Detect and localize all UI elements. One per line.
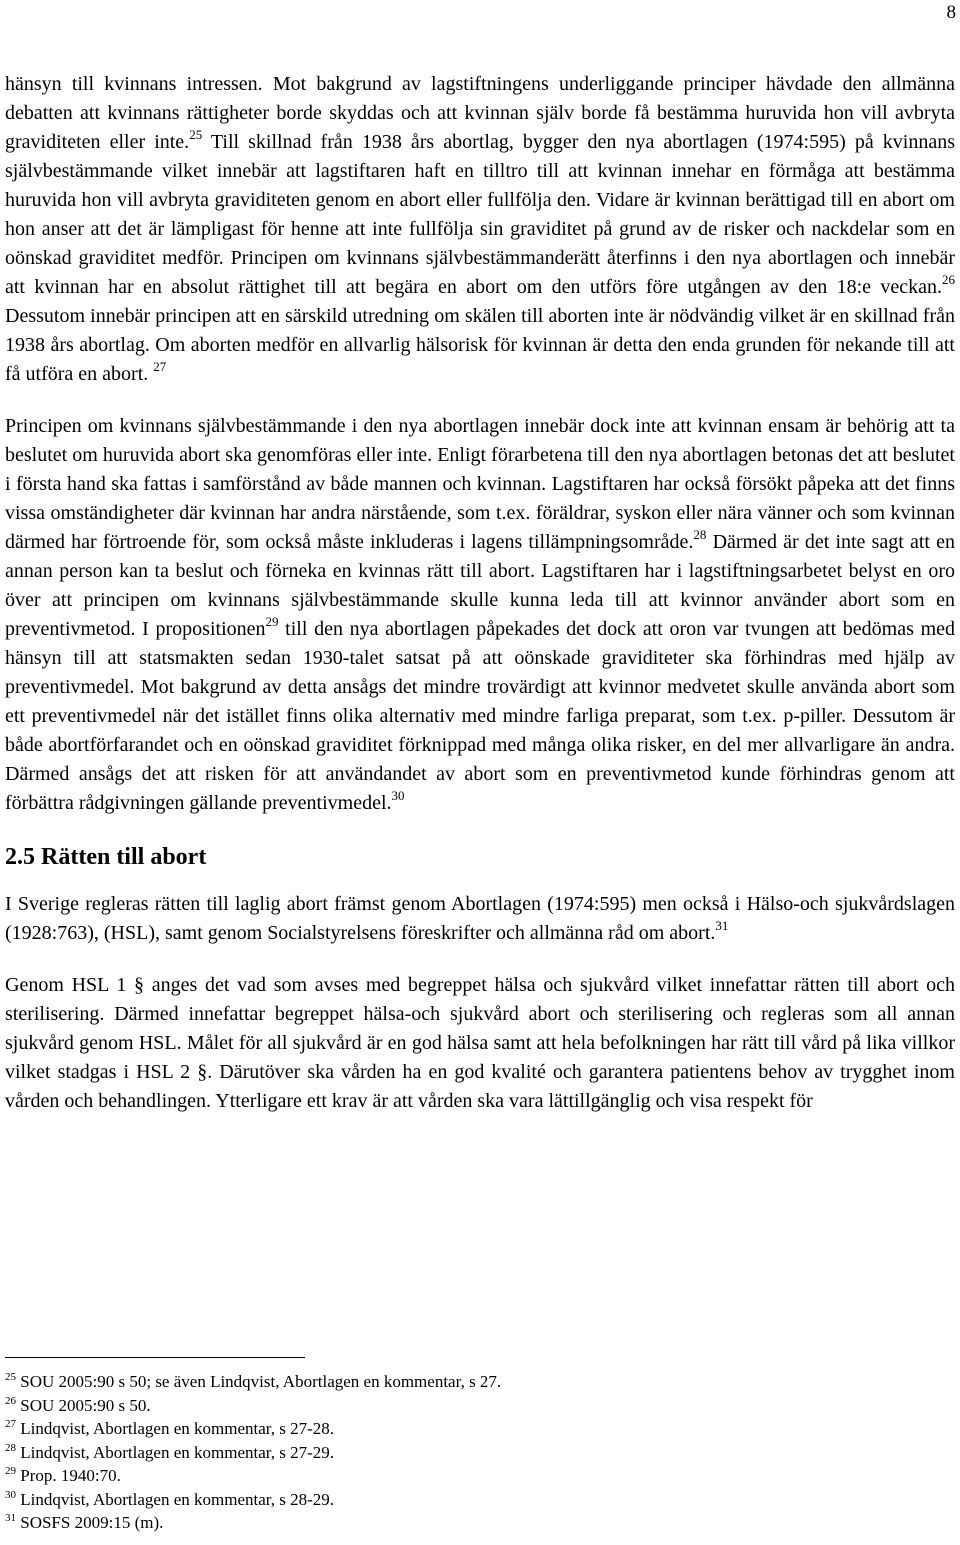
paragraph bbox=[5, 890, 955, 948]
footnote-reference: 26 bbox=[942, 272, 955, 287]
footnote-text: SOSFS 2009:15 (m). bbox=[20, 1513, 164, 1532]
footnote-text: Prop. 1940:70. bbox=[20, 1466, 121, 1485]
text-run: Principen om kvinnans självbestämmande i den nya abortlagen innebär dock inte att kvinnan ensam är behörig att ta beslutet om huruvida abort ska genomföras eller inte. Enligt förarbetena till den nya abortlagen betonas det att beslutet i första hand ska fattas i samförstånd av både mannen och kvinnan. Lagstiftaren har också försökt påpeka att det finns vissa omständigheter där kvinnan har andra närstående, som t.ex. föräldrar, syskon eller nära vänner och som kvinnan därmed har förtroende för, som också måste inkluderas i lagens tillämpningsområde. bbox=[5, 415, 955, 553]
footnote-text: SOU 2005:90 s 50. bbox=[20, 1395, 151, 1415]
section-heading: 2.5 Rätten till abort bbox=[5, 844, 207, 870]
text-run: Därmed är det inte sagt att en annan person kan ta beslut och förneka en kvinnas rätt till abort. Lagstiftaren har i lagstiftningsarbetet belyst en oro över att principen om kvinnans självbestämmande skulle kunna leda till att kvinnor använder abort som en preventivmetod. I propositionen bbox=[5, 531, 955, 640]
footnote-reference: 29 bbox=[265, 614, 279, 629]
footnote bbox=[5, 1488, 905, 1512]
footnote-reference: 27 bbox=[153, 359, 167, 374]
footnote-number: 27 bbox=[5, 1418, 16, 1430]
text-run: Dessutom innebär principen att en särskild utredning om skälen till aborten inte är nödvändig vilket är en skillnad från 1938 års abortlag. Om aborten medför en allvarlig hälsorisk för kvinnan är detta den enda grunden för nekande till att få utföra en abort. bbox=[5, 305, 955, 385]
footnote-text: Lindqvist, Abortlagen en kommentar, s 27-28. bbox=[20, 1419, 335, 1438]
page-number: 8 bbox=[946, 2, 956, 23]
footnote-number: 29 bbox=[5, 1465, 16, 1477]
footnote bbox=[5, 1441, 905, 1465]
footnote-number: 28 bbox=[5, 1441, 16, 1454]
text-run: till den nya abortlagen påpekades det dock att oron var tvungen att bedömas med hänsyn till att statsmakten sedan 1930-talet satsat på att oönskade graviditeter ska förhindras med hjälp av preventivmedel. Mot bakgrund av detta ansågs det mindre trovärdigt att kvinnor medvetet skulle använda abort som ett preventivmedel när det istället finns olika alternativ med mindre farliga preparat, som t.ex. p-piller. Dessutom är både abortförfarandet och en oönskad graviditet förknippad med många olika risker, en del mer allvarligare än andra. Därmed ansågs det att risken för att användandet av abort som en preventivmetod kunde förhindras genom att förbättra rådgivningen gällande preventivmedel. bbox=[5, 618, 956, 814]
footnote bbox=[5, 1394, 905, 1418]
paragraph bbox=[5, 412, 955, 818]
footnote-reference: 28 bbox=[693, 527, 707, 542]
text-run: hänsyn till kvinnans intressen. Mot bakgrund av lagstiftningens underliggande principer hävdade den allmänna debatten att kvinnans rättigheter borde skyddas och att kvinnan själv borde få bestämma huruvida hon vill avbryta graviditeten eller inte. bbox=[5, 73, 955, 153]
text-run: Till skillnad från 1938 års abortlag, bygger den nya abortlagen (1974:595) på kvinnans självbestämmande vilket innebär att lagstiftaren haft en tilltro till att kvinnan innehar en förmåga att bestämma huruvida hon vill avbryta graviditeten genom en abort eller fullfölja den. Vidare är kvinnan berättigad till en abort om hon anser att det är lämpligast för henne att inte fullfölja sin graviditet på grund av de risker och nackdelar som en oönskad graviditet medför. Principen om kvinnans självbestämmanderätt återfinns i den nya abortlagen och innebär att kvinnan har en absolut rättighet till att begära en abort om den utförs före utgången av den 18:e veckan. bbox=[5, 131, 955, 298]
footnote-reference: 30 bbox=[391, 788, 405, 803]
footnote-divider bbox=[5, 1357, 305, 1358]
footnote-reference: 31 bbox=[715, 918, 729, 933]
paragraph bbox=[5, 70, 955, 389]
footnote-number: 31 bbox=[5, 1512, 16, 1524]
paragraph bbox=[5, 971, 955, 1116]
footnote-number: 30 bbox=[5, 1488, 16, 1501]
footnotes bbox=[5, 1370, 905, 1535]
text-run: Genom HSL 1 § anges det vad som avses med begreppet hälsa och sjukvård vilket innefattar rätten till abort och sterilisering. Därmed innefattar begreppet hälsa-och sjukvård abort och sterilisering och regleras som all annan sjukvård genom HSL. Målet för all sjukvård är en god hälsa samt att hela befolkningen har rätt till vård på lika villkor vilket stadgas i HSL 2 §. Därutöver ska vården ha en god kvalité och garantera patientens behov av trygghet inom vården och behandlingen. Ytterligare ett krav är att vården ska vara lättillgänglig och visa respekt för bbox=[5, 974, 955, 1112]
footnote-number: 25 bbox=[5, 1371, 16, 1383]
footnote bbox=[5, 1370, 905, 1394]
footnote-text: Lindqvist, Abortlagen en kommentar, s 28-29. bbox=[20, 1489, 335, 1509]
main-text bbox=[5, 70, 955, 1116]
text-run: I Sverige regleras rätten till laglig abort främst genom Abortlagen (1974:595) men också i Hälso-och sjukvårdslagen (1928:763), (HSL), samt genom Socialstyrelsens föreskrifter och allmänna råd om abort. bbox=[5, 893, 955, 944]
footnote bbox=[5, 1417, 905, 1441]
footnote bbox=[5, 1464, 905, 1488]
footnote-reference: 25 bbox=[189, 127, 203, 142]
footnote-text: Lindqvist, Abortlagen en kommentar, s 27-29. bbox=[20, 1442, 335, 1462]
footnote-number: 26 bbox=[5, 1394, 16, 1407]
footnote bbox=[5, 1511, 905, 1535]
footnote-text: SOU 2005:90 s 50; se även Lindqvist, Abortlagen en kommentar, s 27. bbox=[20, 1372, 502, 1391]
